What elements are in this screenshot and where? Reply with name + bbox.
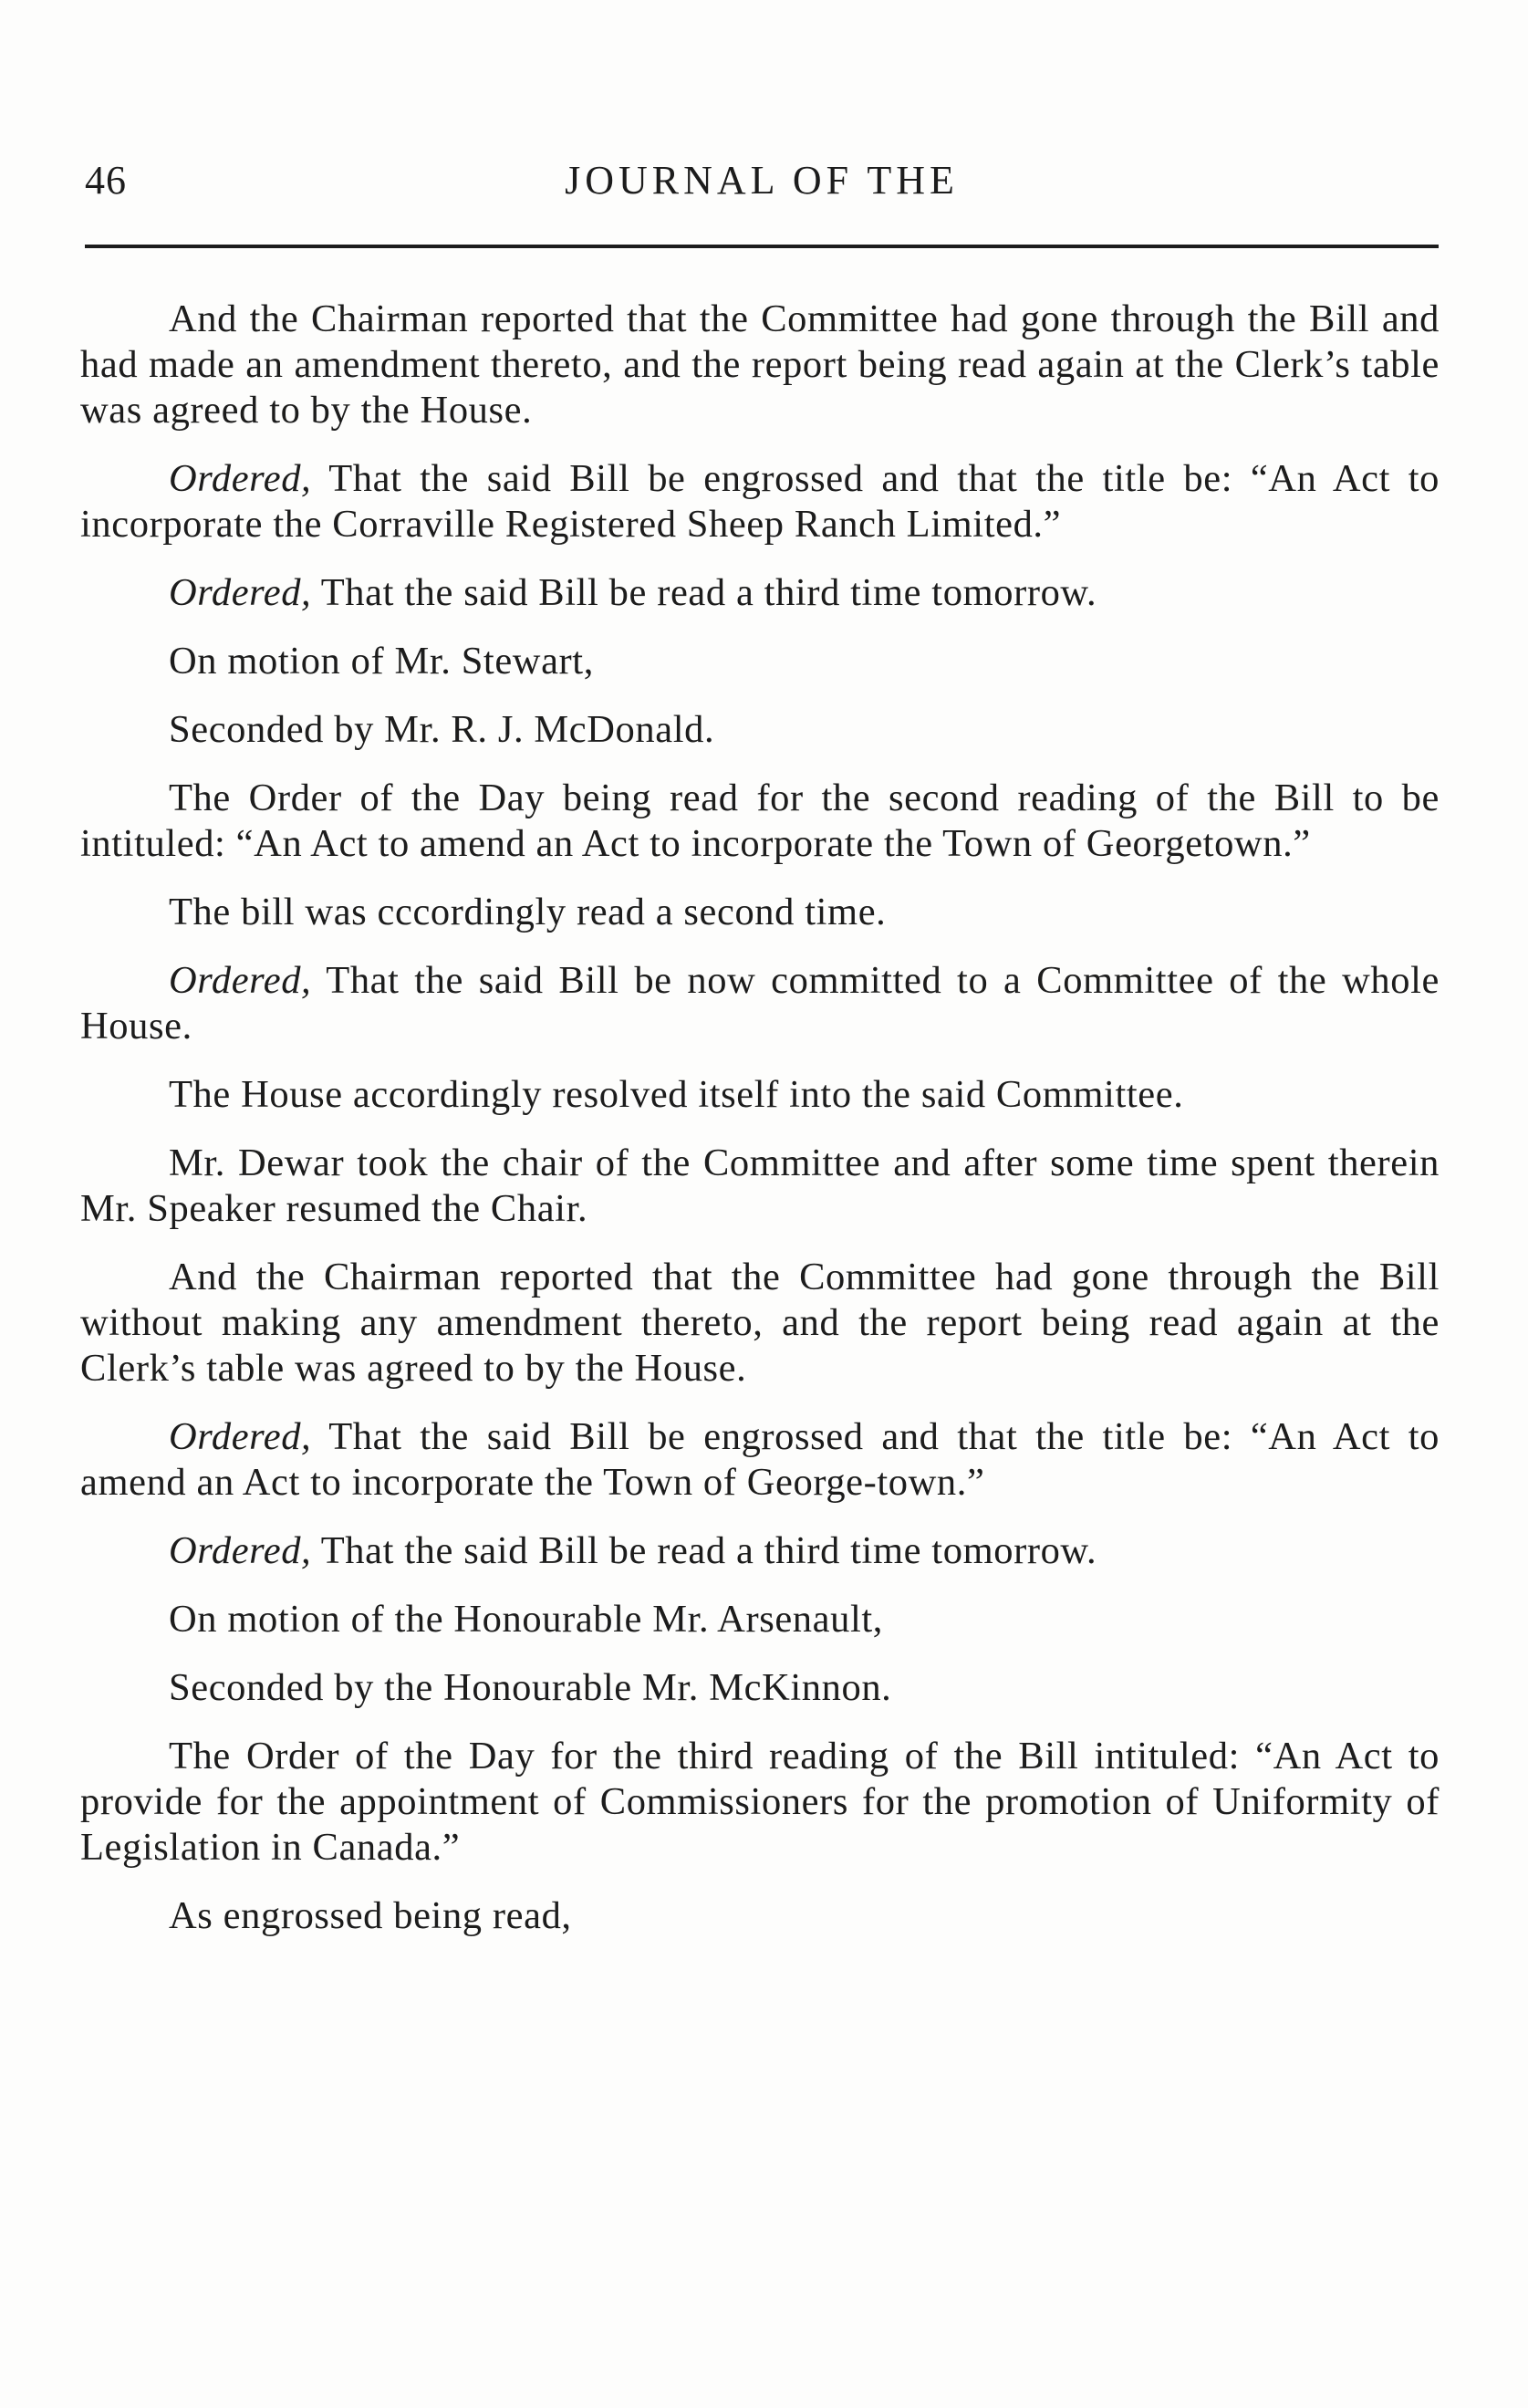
paragraph (80, 707, 1440, 753)
paragraph (80, 456, 1440, 547)
paragraph-text: The House accordingly resolved itself into the said Committee. (169, 1073, 1184, 1116)
paragraph-text: And the Chairman reported that the Committee had gone through the Bill and had made an amendment thereto, and the report being read again at the Clerk’s table was agreed to by the House. (80, 297, 1440, 432)
paragraph (80, 958, 1440, 1049)
page-header (85, 157, 1439, 212)
paragraph (80, 1414, 1440, 1506)
paragraph-text: Seconded by Mr. R. J. McDonald. (169, 708, 715, 751)
paragraph-lead: Ordered, (169, 457, 312, 500)
paragraph (80, 570, 1440, 616)
paragraph-text: On motion of the Honourable Mr. Arsenault, (169, 1598, 883, 1641)
paragraph (80, 1665, 1440, 1711)
page-number: 46 (85, 158, 127, 203)
paragraph (80, 1072, 1440, 1118)
paragraph-text: Seconded by the Honourable Mr. McKinnon. (169, 1666, 892, 1709)
paragraph (80, 1528, 1440, 1574)
paragraph-text: The Order of the Day being read for the second reading of the Bill to be intituled: “An Act to amend an Act to incorporate the Town of Georgetown.” (80, 777, 1440, 865)
paragraph-text: That the said Bill be now committed to a Committee of the whole House. (80, 959, 1440, 1048)
paragraph (80, 1255, 1440, 1392)
paragraph-text: That the said Bill be engrossed and that the title be: “An Act to amend an Act to incorporate the Town of George-town.” (80, 1415, 1440, 1504)
paragraph-text: And the Chairman reported that the Committee had gone through the Bill without making any amendment thereto, and the report being read again at the Clerk’s table was agreed to by the House. (80, 1256, 1440, 1390)
paragraph (80, 1893, 1440, 1939)
running-head: JOURNAL OF THE (565, 158, 959, 203)
paragraph (80, 776, 1440, 867)
header-rule (85, 245, 1439, 248)
paragraph (80, 1597, 1440, 1642)
paragraph-lead: Ordered, (169, 1529, 312, 1572)
paragraph-lead: Ordered, (169, 1415, 312, 1458)
paragraph-text: That the said Bill be engrossed and that the title be: “An Act to incorporate the Corraville Registered Sheep Ranch Limited.” (80, 457, 1440, 546)
paragraph (80, 890, 1440, 935)
paragraph-text: The Order of the Day for the third reading of the Bill intituled: “An Act to provide for the appointment of Commissioners for the promotion of Uniformity of Legislation in Canada.” (80, 1735, 1440, 1869)
journal-body (80, 297, 1440, 1962)
paragraph (80, 1734, 1440, 1871)
paragraph-text: Mr. Dewar took the chair of the Committee and after some time spent therein Mr. Speaker resumed the Chair. (80, 1141, 1440, 1230)
paragraph (80, 639, 1440, 684)
paragraph-text: That the said Bill be read a third time tomorrow. (311, 1529, 1097, 1572)
paragraph-lead: Ordered, (169, 959, 312, 1002)
paragraph-lead: Ordered, (169, 571, 312, 614)
paragraph (80, 297, 1440, 433)
paragraph-text: On motion of Mr. Stewart, (169, 640, 594, 683)
paragraph (80, 1141, 1440, 1232)
paragraph-text: That the said Bill be read a third time tomorrow. (311, 571, 1097, 614)
paragraph-text: The bill was cccordingly read a second time. (169, 891, 887, 933)
paragraph-text: As engrossed being read, (169, 1894, 572, 1937)
